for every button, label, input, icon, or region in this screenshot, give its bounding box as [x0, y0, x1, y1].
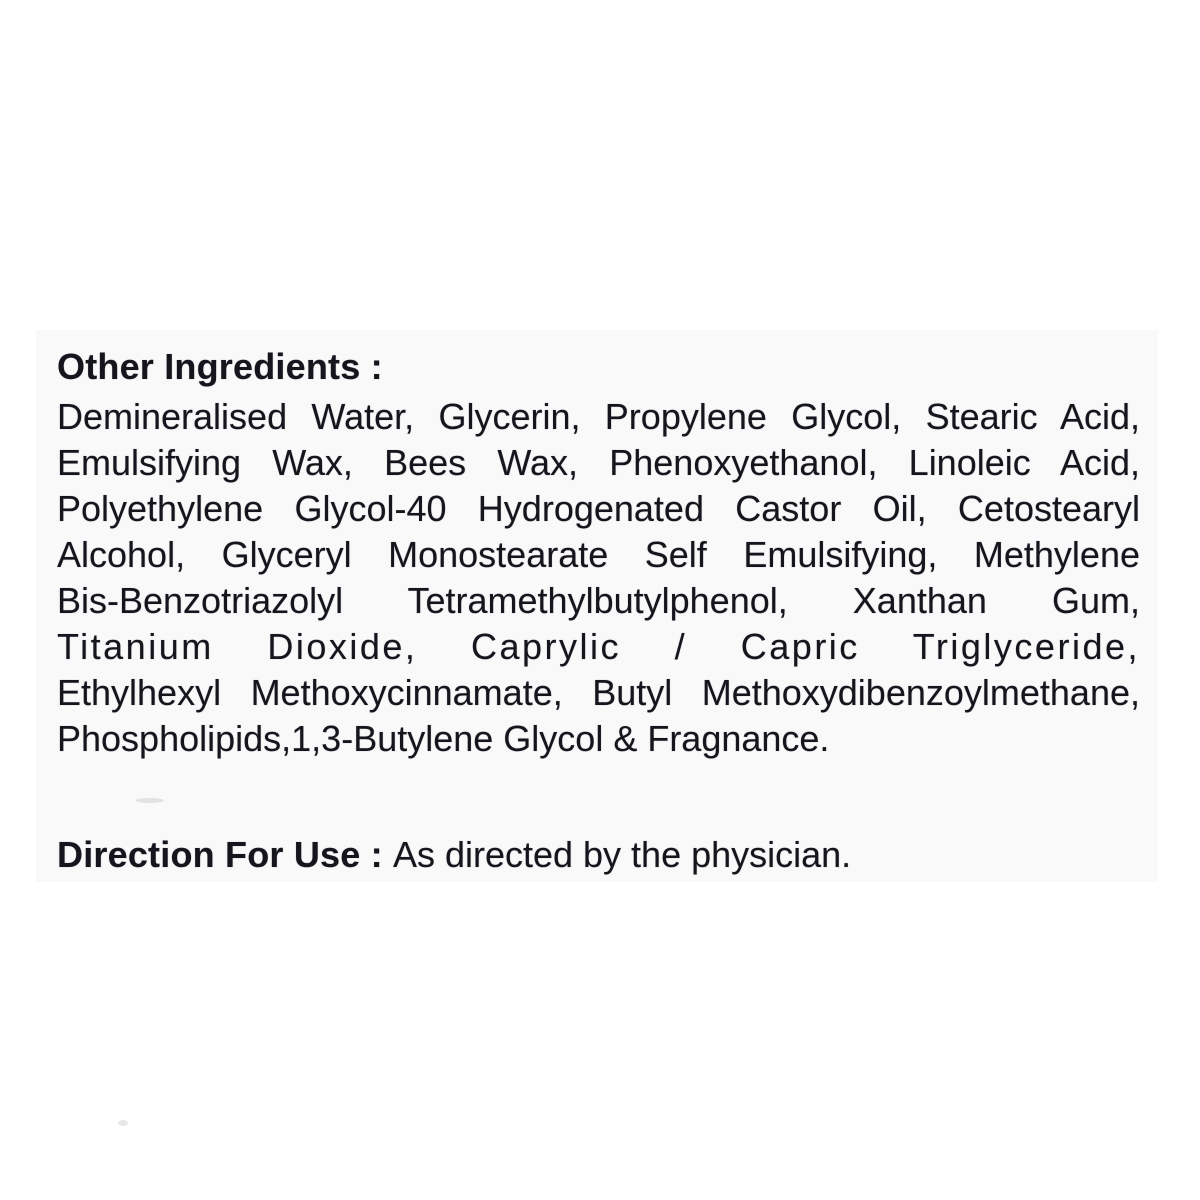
- directions-line: [57, 832, 1140, 878]
- ingredient-line: Emulsifying Wax, Bees Wax, Phenoxyethanol, Linoleic Acid,: [57, 442, 1140, 483]
- ingredient-line: Alcohol, Glyceryl Monostearate Self Emulsifying, Methylene: [57, 534, 1140, 575]
- ingredient-line: Polyethylene Glycol-40 Hydrogenated Castor Oil, Cetostearyl: [57, 488, 1140, 529]
- ingredient-line: Titanium Dioxide, Caprylic / Capric Triglyceride,: [57, 626, 1140, 667]
- direction-for-use-text: As directed by the physician.: [392, 834, 852, 875]
- direction-for-use-label: Direction For Use :: [57, 834, 383, 875]
- ingredient-line: Bis-Benzotriazolyl Tetramethylbutylphenol, Xanthan Gum,: [57, 580, 1140, 621]
- ingredient-line: Demineralised Water, Glycerin, Propylene Glycol, Stearic Acid,: [57, 396, 1140, 437]
- label-text-block: [57, 344, 1140, 878]
- ingredients-paragraph: [57, 394, 1140, 762]
- label-sheet: [36, 330, 1158, 882]
- other-ingredients-heading: Other Ingredients :: [57, 346, 383, 387]
- scan-artifact: [118, 1120, 128, 1126]
- ingredient-line: Ethylhexyl Methoxycinnamate, Butyl Methoxydibenzoylmethane,: [57, 672, 1140, 713]
- ingredient-line: Phospholipids,1,3-Butylene Glycol & Fragnance.: [57, 718, 830, 759]
